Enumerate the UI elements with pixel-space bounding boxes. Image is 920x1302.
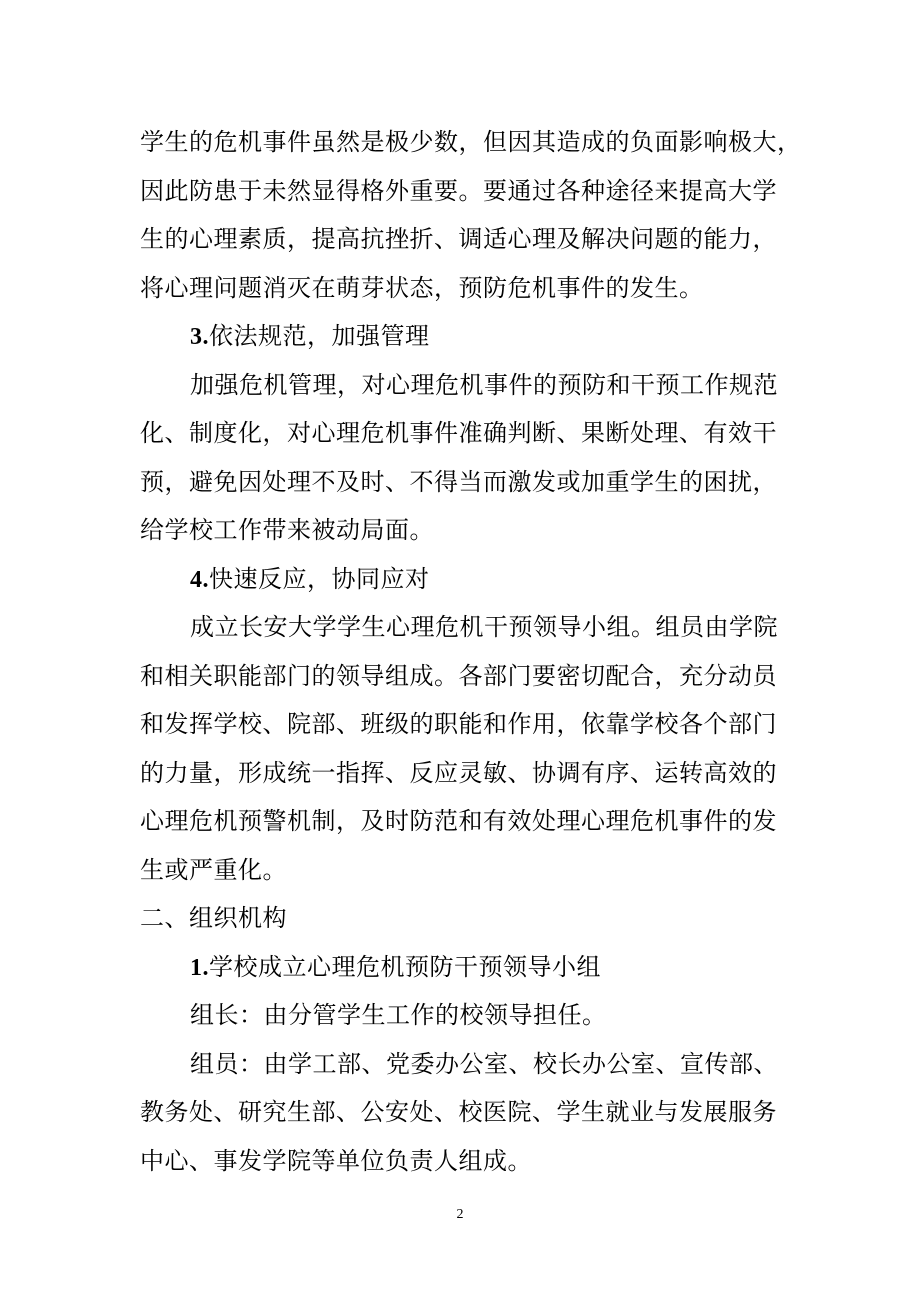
paragraph-line: 生或严重化。 (140, 855, 287, 884)
paragraph-line: 和发挥学校、院部、班级的职能和作用，依靠学校各个部门 (140, 710, 777, 738)
paragraph-line: 给学校工作带来被动局面。 (140, 516, 434, 544)
paragraph-line: 学生的危机事件虽然是极少数，但因其造成的负面影响极大， (140, 128, 802, 156)
leader-line: 组长：由分管学生工作的校领导担任。 (190, 1001, 607, 1029)
paragraph-line: 心理危机预警机制，及时防范和有效处理心理危机事件的发 (140, 807, 777, 835)
subheading-text: 依法规范，加强管理 (209, 322, 430, 350)
subheading-number: 4. (190, 566, 209, 593)
document-body (140, 118, 802, 1185)
page-number: 2 (456, 1207, 464, 1222)
paragraph-line: 教务处、研究生部、公安处、校医院、学生就业与发展服务 (140, 1098, 777, 1126)
subheading-text: 快速反应，协同应对 (209, 564, 430, 593)
paragraph-line: 组员：由学工部、党委办公室、校长办公室、宣传部、 (190, 1049, 778, 1078)
subheading-number: 3. (190, 324, 209, 350)
section-title: 二、组织机构 (140, 904, 287, 932)
paragraph-line: 中心、事发学院等单位负责人组成。 (140, 1146, 532, 1175)
paragraph-line: 预，避免因处理不及时、不得当而激发或加重学生的困扰， (140, 467, 777, 496)
paragraph-line: 生的心理素质，提高抗挫折、调适心理及解决问题的能力， (140, 225, 777, 253)
subheading-number: 1. (190, 954, 209, 981)
subheading-1 (140, 943, 790, 992)
paragraph-line: 化、制度化，对心理危机事件准确判断、果断处理、有效干 (140, 419, 777, 447)
paragraph-line: 和相关职能部门的领导组成。各部门要密切配合，充分动员 (140, 661, 777, 690)
paragraph-line: 成立长安大学学生心理危机干预领导小组。组员由学院 (190, 613, 778, 641)
paragraph-line: 将心理问题消灭在萌芽状态，预防危机事件的发生。 (140, 273, 704, 302)
paragraph-line: 加强危机管理，对心理危机事件的预防和干预工作规范 (190, 370, 778, 399)
subheading-text: 学校成立心理危机预防干预领导小组 (209, 952, 601, 981)
subheading-4 (140, 555, 790, 604)
paragraph-line: 因此防患于未然显得格外重要。要通过各种途径来提高大学 (140, 176, 777, 205)
paragraph-line: 的力量，形成统一指挥、反应灵敏、协调有序、运转高效的 (140, 758, 777, 787)
subheading-3 (140, 312, 790, 361)
